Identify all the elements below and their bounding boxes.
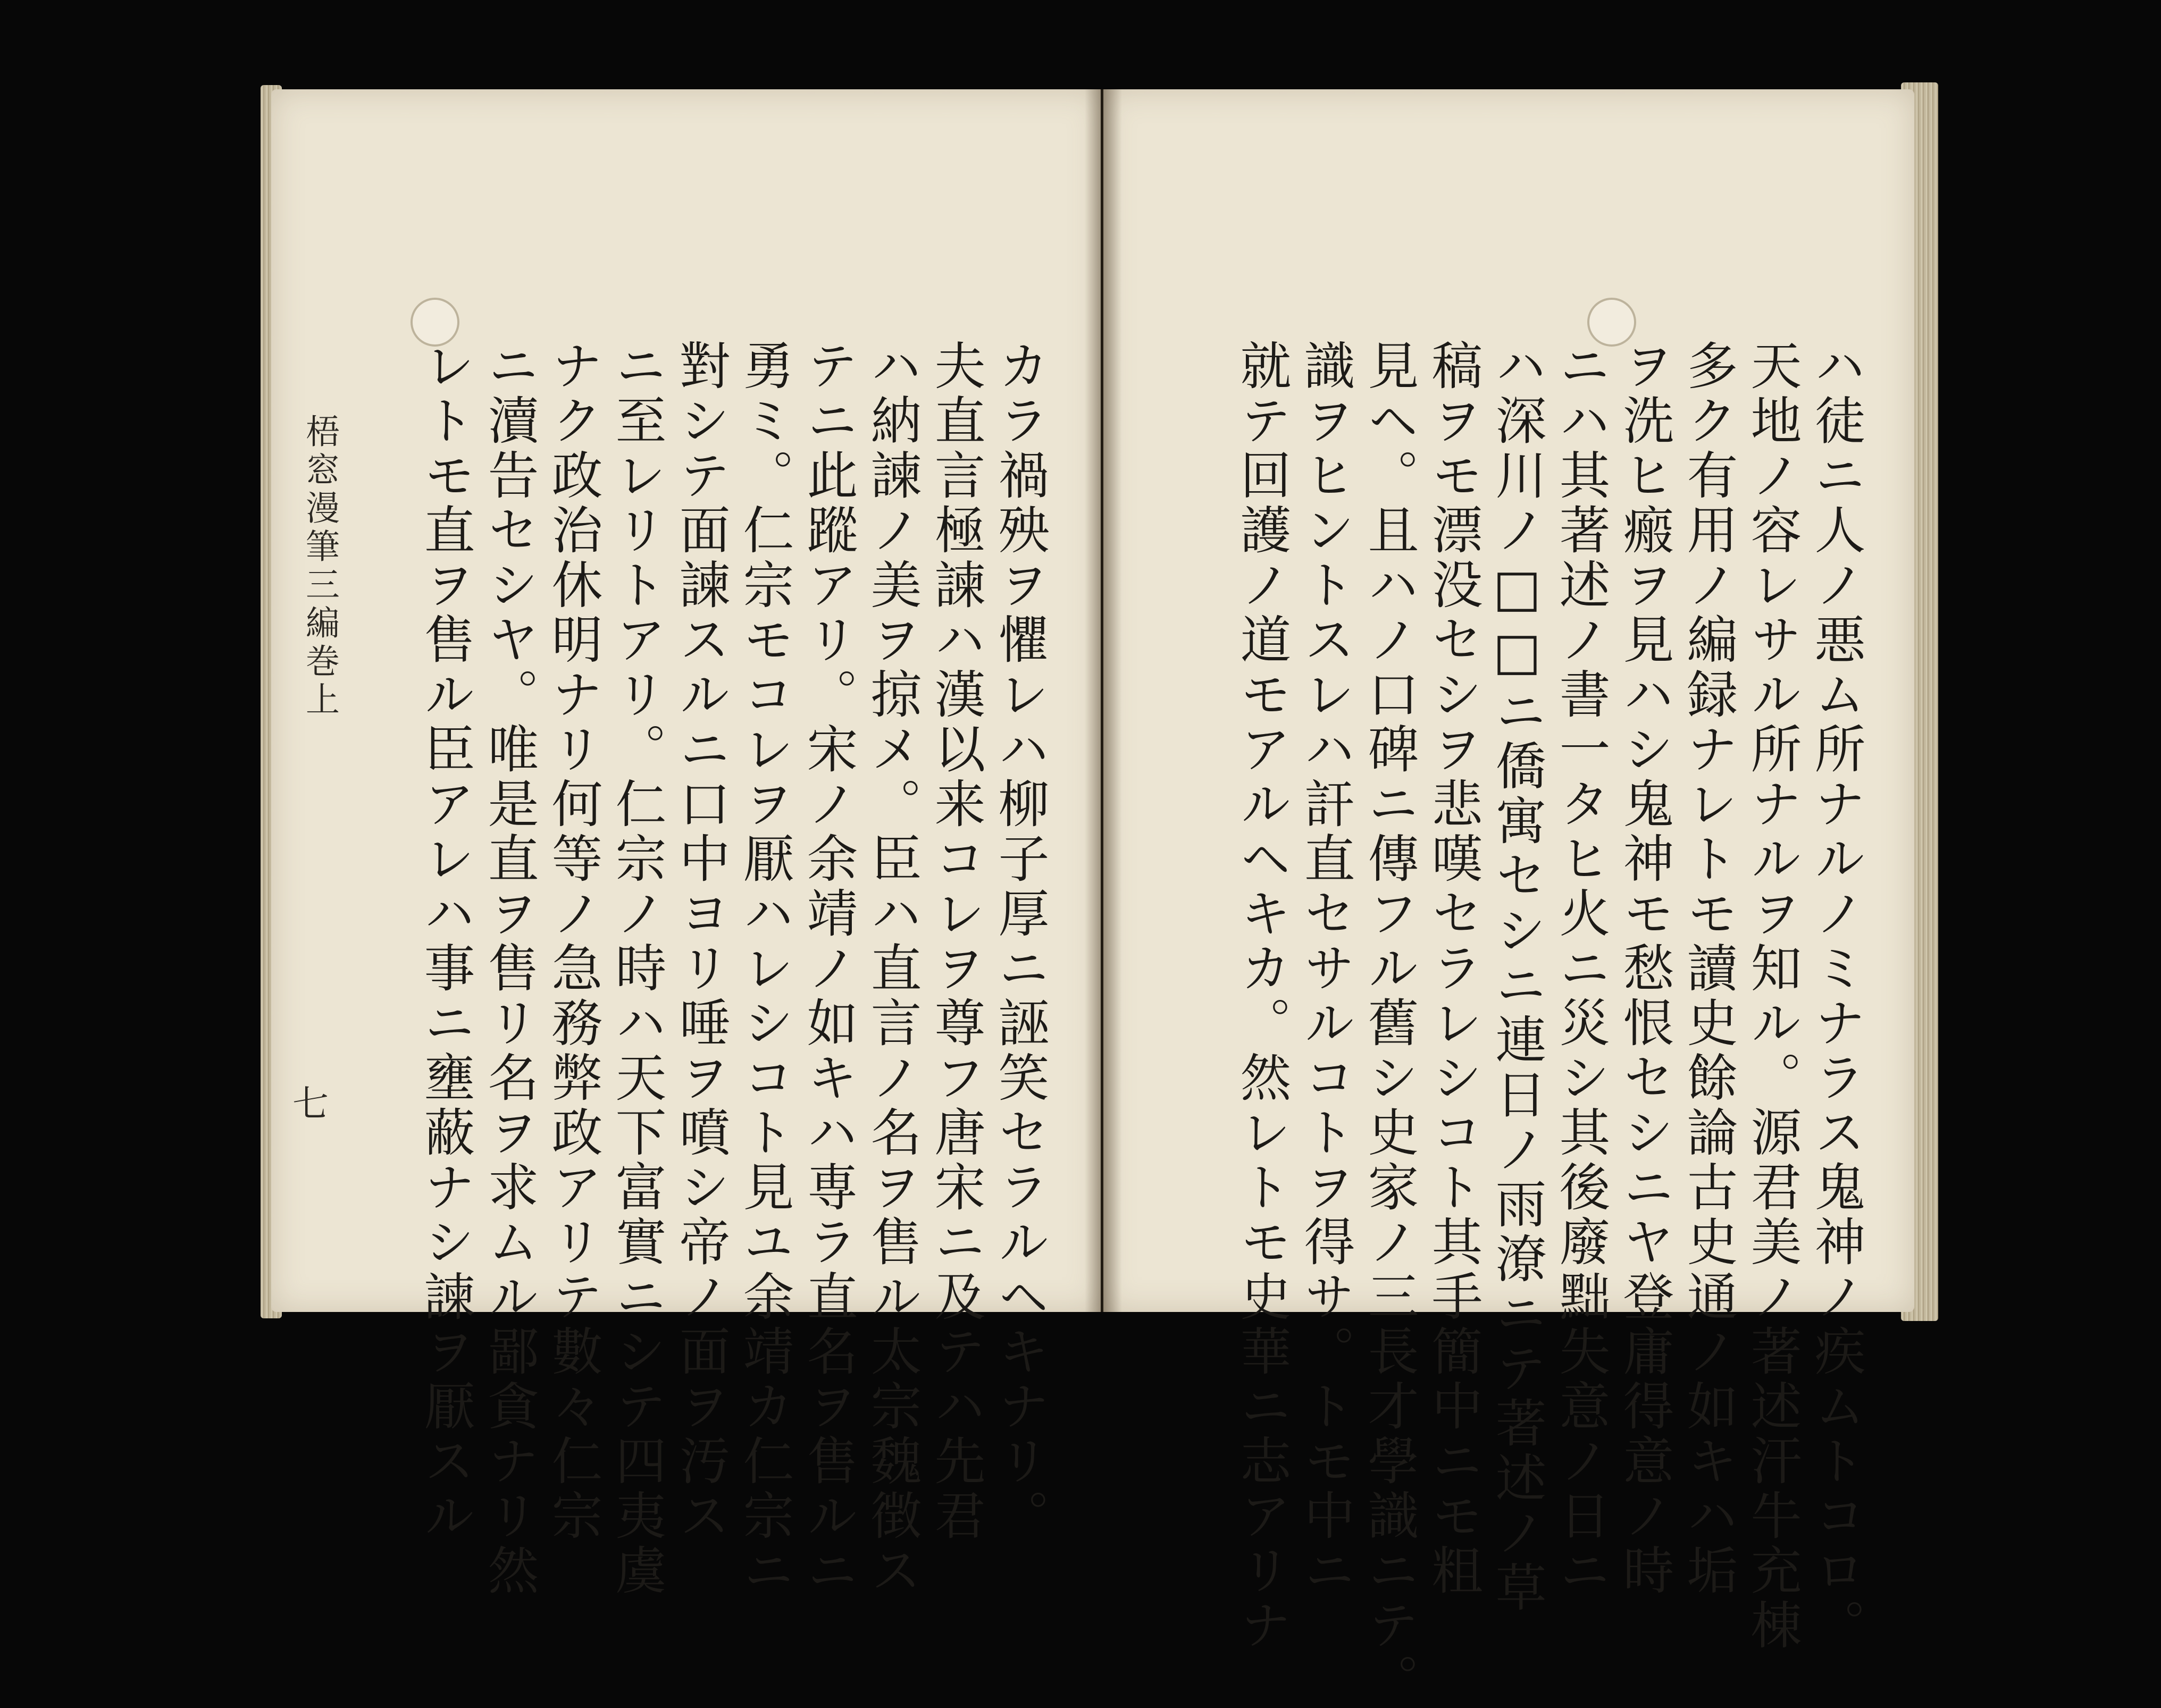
left-column-6: 對シテ面諫スルニ口中ヨリ唾ヲ噴シ帝ノ面ヲ汚ス <box>671 339 731 1544</box>
right-column-9: 識ヲヒントスレハ訐直セサルコトヲ得サ。トモ中ニ <box>1296 339 1355 1598</box>
left-column-4: テニ此蹤アリ。宋ノ余靖ノ如キハ専ラ直名ヲ售ルニ <box>799 339 858 1598</box>
left-column-5: 勇ミ。仁宗モコレヲ厭ハレシコト見ユ余靖カ仁宗ニ <box>735 339 794 1598</box>
left-page <box>271 89 1101 1598</box>
left-column-2: 夫直言極諫ハ漢以来コレヲ尊フ唐宋ニ及テハ先君 <box>926 339 986 1544</box>
left-column-10: レトモ直ヲ售ル臣アレハ事ニ壅蔽ナシ諫ヲ厭スル <box>416 339 475 1544</box>
right-column-2: 天地ノ容レサル所ナルヲ知ル。源君美ノ著述汗牛充棟 <box>1743 339 1802 1653</box>
folio-title: 梧窓漫筆三編巻上 <box>300 414 339 720</box>
right-column-6: ハ深川ノ□□ニ僑寓セシニ連日ノ雨潦ニテ著述ノ草 <box>1487 339 1547 1616</box>
right-column-5: ニハ其著述ノ書一タヒ火ニ災シ其後廢黜失意ノ日ニ <box>1551 339 1611 1598</box>
book-gutter <box>1085 89 1122 1312</box>
left-column-7: ニ至レリトアリ。仁宗ノ時ハ天下富實ニシテ四夷虞 <box>607 339 667 1598</box>
left-column-9: ニ瀆告セシヤ。唯是直ヲ售リ名ヲ求ムル鄙貪ナリ然 <box>480 339 539 1598</box>
right-column-4: ヲ洗ヒ瘢ヲ見ハシ鬼神モ愁恨セシニヤ登庸得意ノ時 <box>1615 339 1674 1598</box>
left-column-8: ナク政治休明ナリ何等ノ急務弊政アリテ數々仁宗 <box>543 339 603 1544</box>
right-column-1: ハ徒ニ人ノ悪ム所ナルノミナラス鬼神ノ疾ムトコロ。 <box>1806 339 1866 1653</box>
right-column-3: 多ク有用ノ編録ナレトモ讀史餘論古史通ノ如キハ垢 <box>1679 339 1738 1598</box>
right-page <box>1103 89 1914 1708</box>
left-column-3: ハ納諫ノ美ヲ掠メ。臣ハ直言ノ名ヲ售ル太宗魏徴ス <box>862 339 922 1598</box>
right-column-10: 就テ回護ノ道モアルヘキカ。然レトモ史華ニ志アリナ <box>1232 339 1292 1653</box>
right-column-7: 稿ヲモ漂没セシヲ悲嘆セラレシコト其手簡中ニモ粗 <box>1423 339 1483 1598</box>
right-column-8: 見ヘ。且ハノ口碑ニ傳フル舊シ史家ノ三長才學識ニテ。 <box>1360 339 1419 1708</box>
page-number: 七 <box>292 1083 329 1125</box>
left-column-1: カラ禍殃ヲ懼レハ柳子厚ニ誣笑セラルヘキナリ。 <box>990 339 1050 1544</box>
